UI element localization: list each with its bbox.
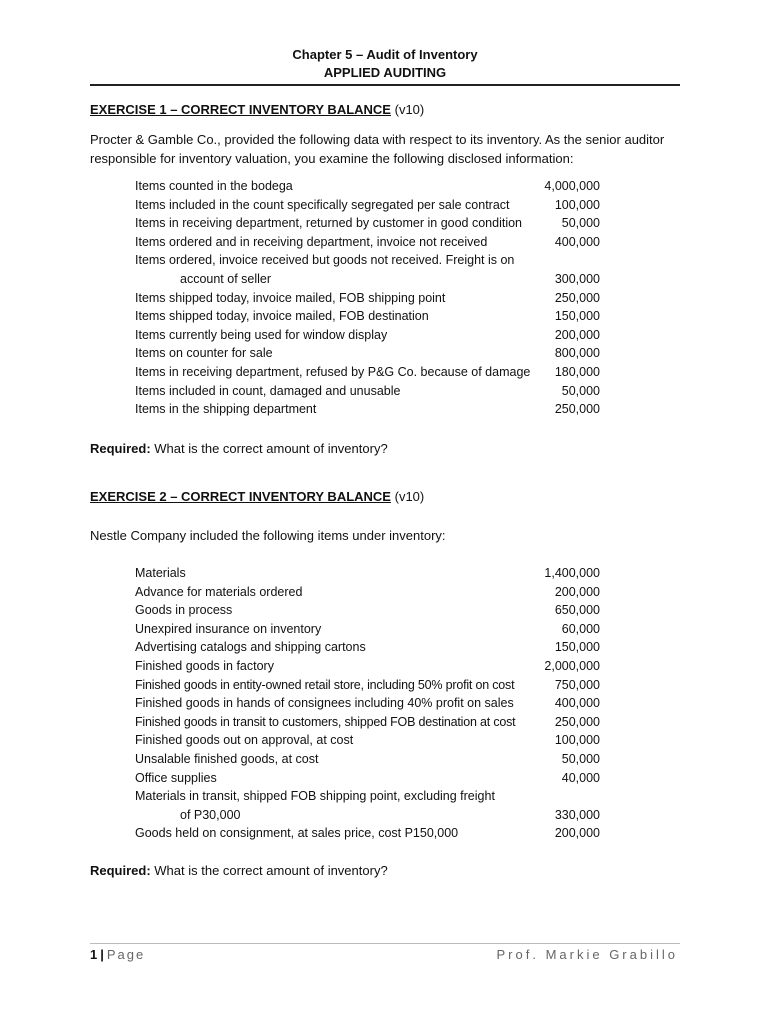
list-item: Items included in count, damaged and unusable 50,000 xyxy=(135,383,600,398)
required-question: What is the correct amount of inventory? xyxy=(150,863,388,878)
footer-divider xyxy=(90,943,680,944)
footer-separator: | xyxy=(100,947,104,962)
list-item: Finished goods in factory 2,000,000 xyxy=(135,658,600,673)
exercise2-version: (v10) xyxy=(394,489,425,504)
list-item: Items in receiving department, returned by customer in good condition 50,000 xyxy=(135,216,600,231)
list-item: Advance for materials ordered 200,000 xyxy=(135,584,600,599)
page-word: Page xyxy=(106,947,146,962)
required-label: Required: xyxy=(90,441,151,456)
page-number: 1 xyxy=(90,947,98,962)
list-item: Finished goods in entity-owned retail store, including 50% profit on cost 750,000 xyxy=(135,677,600,692)
exercise1-required xyxy=(90,440,388,458)
list-item: Items ordered and in receiving department, invoice not received 400,000 xyxy=(135,234,600,249)
list-item: Finished goods in transit to customers, shipped FOB destination at cost 250,000 xyxy=(135,714,600,729)
list-item: Items ordered, invoice received but goods not received. Freight is on xyxy=(135,253,515,268)
exercise2-item-list xyxy=(135,564,600,843)
subject-title: APPLIED AUDITING xyxy=(323,65,447,80)
exercise1-heading xyxy=(90,101,424,119)
exercise2-title: EXERCISE 2 – CORRECT INVENTORY BALANCE xyxy=(90,489,391,504)
page-header xyxy=(90,46,680,82)
list-item: Items on counter for sale 800,000 xyxy=(135,346,600,361)
list-item: Finished goods out on approval, at cost 100,000 xyxy=(135,733,600,748)
list-item: Items shipped today, invoice mailed, FOB shipping point 250,000 xyxy=(135,290,600,305)
list-item: Items included in the count specifically segregated per sale contract 100,000 xyxy=(135,197,600,212)
list-item: Materials 1,400,000 xyxy=(135,566,600,580)
list-item: Unsalable finished goods, at cost 50,000 xyxy=(135,751,600,766)
required-label: Required: xyxy=(90,863,151,878)
list-item: Items shipped today, invoice mailed, FOB destination 150,000 xyxy=(135,309,600,324)
list-item: Items in the shipping department 250,000 xyxy=(135,402,600,417)
exercise1-version: (v10) xyxy=(394,102,425,117)
required-question: What is the correct amount of inventory? xyxy=(150,441,388,456)
exercise2-required xyxy=(90,862,388,880)
list-item: Goods held on consignment, at sales price, cost P150,000 200,000 xyxy=(135,826,600,841)
list-item: Items counted in the bodega 4,000,000 xyxy=(135,179,600,193)
list-item: Finished goods in hands of consignees including 40% profit on sales 400,000 xyxy=(135,696,600,711)
page-number-footer xyxy=(90,946,145,964)
header-divider xyxy=(90,84,680,86)
list-item: Items currently being used for window display 200,000 xyxy=(135,327,600,342)
footer-author: Prof. Markie Grabillo xyxy=(496,947,678,962)
exercise1-intro: Procter & Gamble Co., provided the following data with respect to its inventory. As the senior auditor responsible for inventory valuation, you examine the following disclosed information: xyxy=(90,132,665,166)
exercise2-heading xyxy=(90,488,424,506)
list-item: Office supplies 40,000 xyxy=(135,770,600,785)
list-item: Items in receiving department, refused by P&G Co. because of damage 180,000 xyxy=(135,364,600,379)
exercise1-item-list xyxy=(135,177,600,419)
exercise2-intro: Nestle Company included the following items under inventory: xyxy=(90,528,446,543)
list-item-continuation: account of seller 300,000 xyxy=(180,271,600,286)
list-item: Unexpired insurance on inventory 60,000 xyxy=(135,621,600,636)
list-item-continuation: of P30,000 330,000 xyxy=(180,807,600,822)
list-item: Goods in process 650,000 xyxy=(135,603,600,618)
exercise1-title: EXERCISE 1 – CORRECT INVENTORY BALANCE xyxy=(90,102,391,117)
chapter-title: Chapter 5 – Audit of Inventory xyxy=(292,47,478,62)
list-item: Materials in transit, shipped FOB shipping point, excluding freight xyxy=(135,789,495,804)
list-item: Advertising catalogs and shipping cartons 150,000 xyxy=(135,640,600,655)
